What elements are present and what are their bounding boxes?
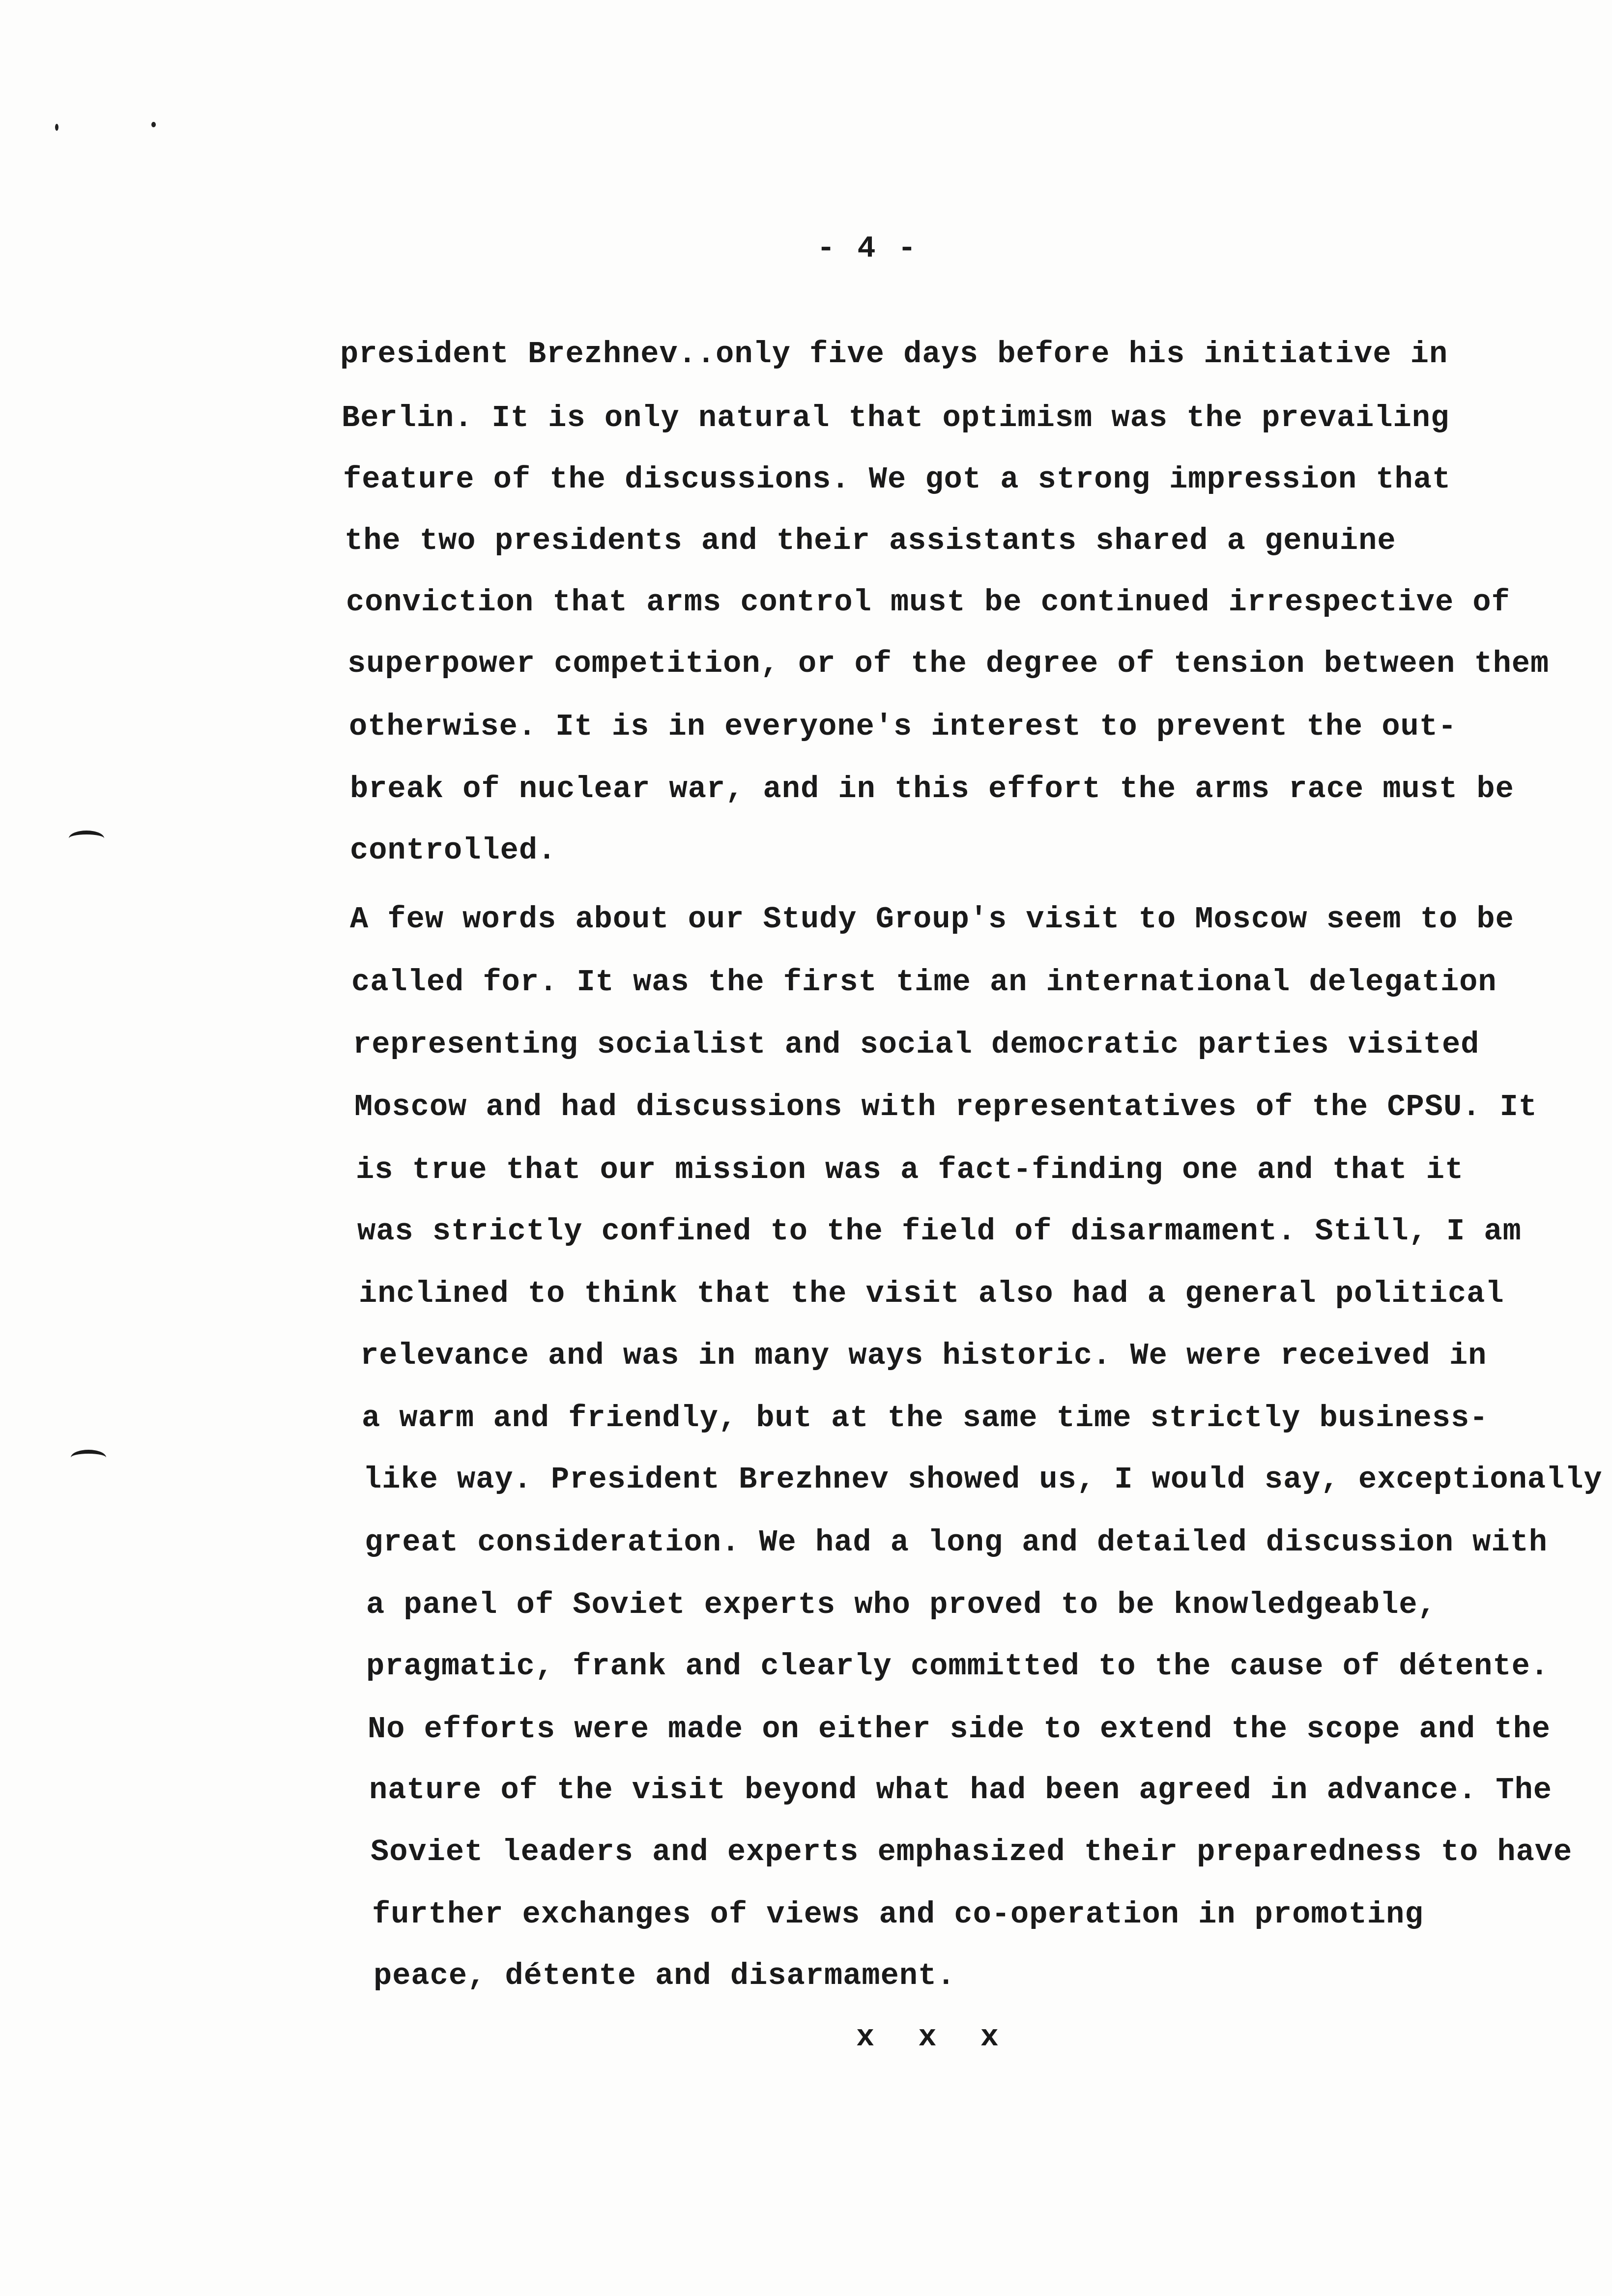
text-line: nature of the visit beyond what had been agreed in advance. The xyxy=(369,1773,1552,1808)
punch-hole-mark xyxy=(71,1450,106,1465)
text-line: called for. It was the first time an international delegation xyxy=(351,965,1497,1000)
text-line: like way. President Brezhnev showed us, I would say, exceptionally xyxy=(363,1462,1603,1497)
text-line: inclined to think that the visit also had a general political xyxy=(359,1276,1504,1311)
text-line: Soviet leaders and experts emphasized their preparedness to have xyxy=(371,1835,1573,1869)
text-line: is true that our mission was a fact-finding one and that it xyxy=(356,1152,1464,1187)
scan-speck xyxy=(151,122,156,127)
text-line: controlled. xyxy=(350,833,557,868)
text-line: great consideration. We had a long and detailed discussion with xyxy=(365,1525,1548,1560)
text-line: further exchanges of views and co-operation in promoting xyxy=(372,1897,1424,1932)
text-line: superpower competition, or of the degree of tension between them xyxy=(347,646,1550,681)
text-line: a panel of Soviet experts who proved to be knowledgeable, xyxy=(366,1587,1437,1622)
text-line: relevance and was in many ways historic. We were received in xyxy=(360,1338,1487,1373)
text-line: Moscow and had discussions with representatives of the CPSU. It xyxy=(354,1090,1537,1124)
text-line: pragmatic, frank and clearly committed to the cause of détente. xyxy=(366,1649,1549,1684)
text-line: was strictly confined to the field of disarmament. Still, I am xyxy=(357,1214,1522,1249)
text-line: feature of the discussions. We got a strong impression that xyxy=(343,462,1451,497)
text-line: president Brezhnev..only five days before his initiative in xyxy=(340,337,1448,372)
text-line: break of nuclear war, and in this effort the arms race must be xyxy=(350,772,1514,806)
text-line: the two presidents and their assistants shared a genuine xyxy=(345,523,1396,558)
section-separator: x x x xyxy=(856,2020,1012,2055)
text-line: representing socialist and social democratic parties visited xyxy=(353,1027,1480,1062)
text-line: conviction that arms control must be continued irrespective of xyxy=(346,585,1510,620)
text-line: otherwise. It is in everyone's interest to prevent the out- xyxy=(349,709,1457,744)
text-line: A few words about our Study Group's visit to Moscow seem to be xyxy=(350,902,1514,937)
text-line: a warm and friendly, but at the same time strictly business- xyxy=(362,1401,1489,1435)
text-line: peace, détente and disarmament. xyxy=(374,1958,956,1993)
text-line: Berlin. It is only natural that optimism was the prevailing xyxy=(342,401,1450,435)
page-number: - 4 - xyxy=(816,231,919,266)
text-line: No efforts were made on either side to extend the scope and the xyxy=(368,1712,1551,1747)
scan-speck xyxy=(55,124,58,131)
punch-hole-mark xyxy=(69,831,104,846)
